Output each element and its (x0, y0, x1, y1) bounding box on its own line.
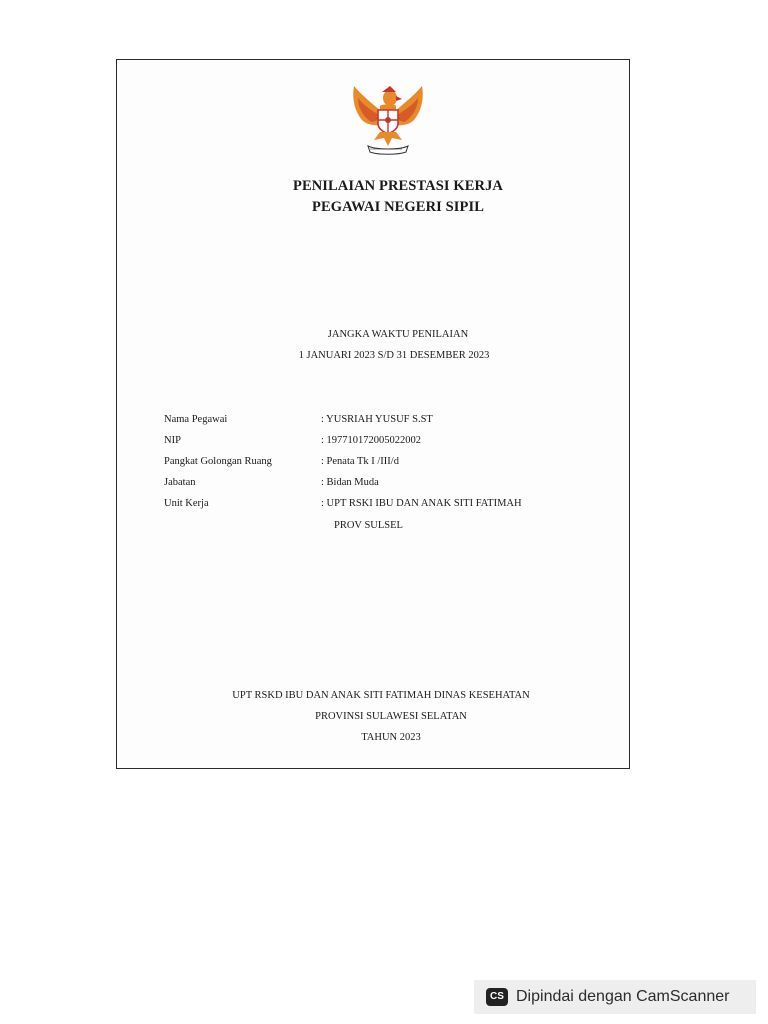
unit-kerja-continuation: PROV SULSEL (334, 520, 403, 531)
field-label: Nama Pegawai (164, 414, 228, 425)
field-label: Pangkat Golongan Ruang (164, 456, 272, 467)
field-row-jabatan (164, 477, 604, 493)
field-value: : 197710172005022002 (321, 435, 422, 446)
period-label: JANGKA WAKTU PENILAIAN (327, 329, 469, 340)
garuda-emblem-icon (346, 76, 430, 158)
footer-year: TAHUN 2023 (361, 732, 421, 743)
field-label: NIP (164, 435, 181, 446)
field-row-nip (164, 435, 604, 451)
document-title-line-1: PENILAIAN PRESTASI KERJA (292, 178, 503, 194)
field-label: Unit Kerja (164, 498, 209, 509)
field-label: Jabatan (164, 477, 196, 488)
field-value: : Bidan Muda (321, 477, 379, 488)
camscanner-logo-icon: CS (486, 988, 508, 1006)
footer-institution: UPT RSKD IBU DAN ANAK SITI FATIMAH DINAS KESEHATAN (232, 690, 530, 701)
camscanner-label: Dipindai dengan CamScanner (516, 988, 730, 1005)
period-range: 1 JANUARI 2023 S/D 31 DESEMBER 2023 (298, 350, 490, 361)
field-value: : UPT RSKI IBU DAN ANAK SITI FATIMAH (321, 498, 522, 509)
footer-province: PROVINSI SULAWESI SELATAN (315, 711, 467, 722)
field-row-nama (164, 414, 604, 430)
field-row-pangkat (164, 456, 604, 472)
field-value: : YUSRIAH YUSUF S.ST (321, 414, 433, 425)
field-value: : Penata Tk I /III/d (321, 456, 399, 467)
document-title-line-2: PEGAWAI NEGERI SIPIL (311, 199, 484, 215)
camscanner-watermark (474, 980, 756, 1014)
field-row-unit-kerja (164, 498, 604, 514)
